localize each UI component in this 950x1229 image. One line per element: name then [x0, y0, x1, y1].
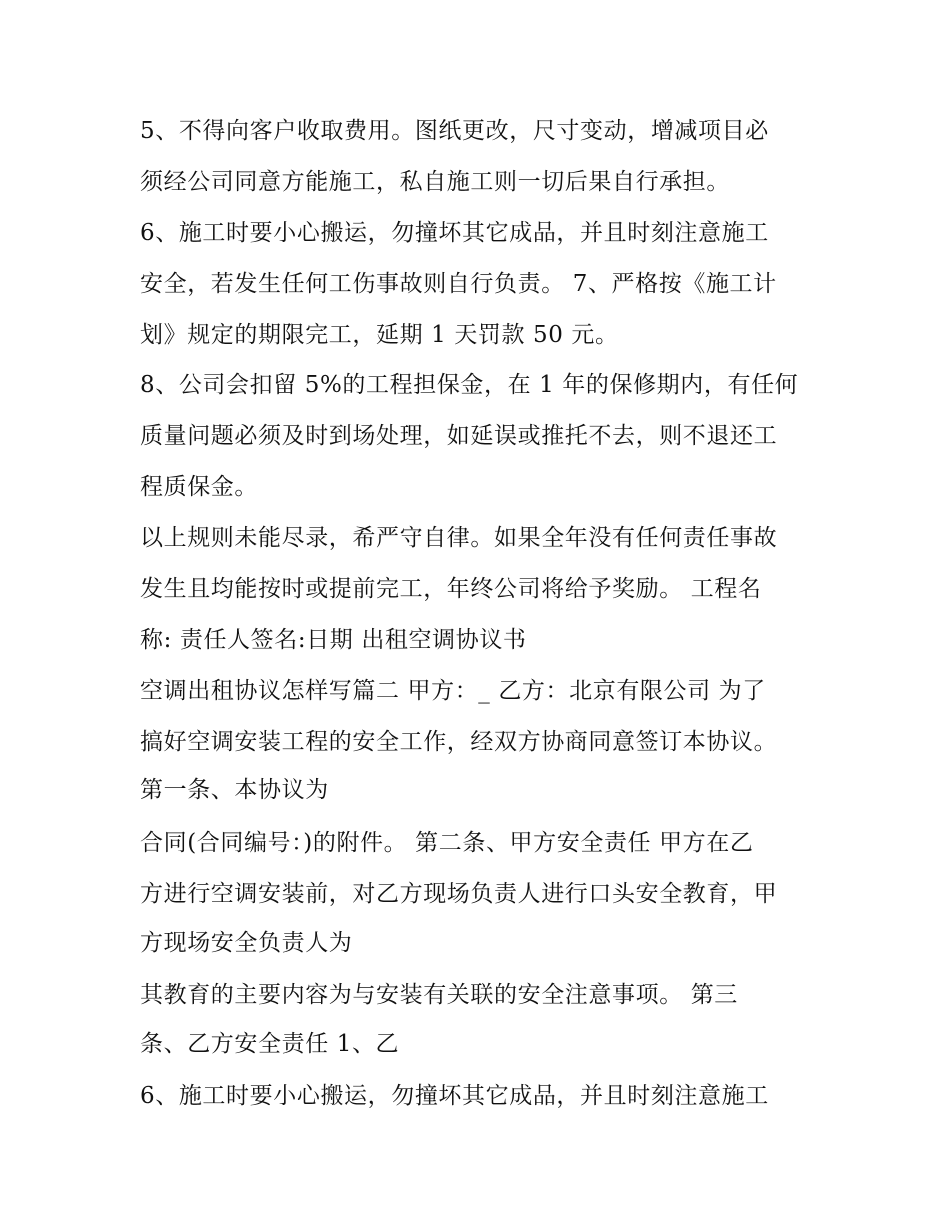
- text-line: 6、施工时要小心搬运，勿撞坏其它成品，并且时刻注意施工: [140, 1083, 769, 1109]
- text-line: 5、不得向客户收取费用。图纸更改，尺寸变动，增减项目必: [140, 118, 769, 144]
- text-line: 8、公司会扣留 5%的工程担保金，在 1 年的保修期内，有任何: [140, 372, 799, 398]
- text-line: 质量问题必须及时到场处理，如延误或推托不去，则不退还工: [140, 423, 778, 449]
- text-line: 以上规则未能尽录，希严守自律。如果全年没有任何责任事故: [140, 525, 778, 551]
- text-line: 划》规定的期限完工，延期 1 天罚款 50 元。: [140, 322, 619, 348]
- text-line: 6、施工时要小心搬运，勿撞坏其它成品，并且时刻注意施工: [140, 220, 769, 246]
- text-line: 搞好空调安装工程的安全工作，经双方协商同意签订本协议。: [140, 729, 778, 755]
- text-line: 程质保金。: [140, 474, 258, 500]
- text-line: 方进行空调安装前，对乙方现场负责人进行口头安全教育，甲: [140, 881, 778, 907]
- text-line: 方现场安全负责人为: [140, 930, 353, 956]
- text-line: 发生且均能按时或提前完工，年终公司将给予奖励。 工程名: [140, 576, 762, 602]
- text-line: 合同(合同编号：)的附件。 第二条、甲方安全责任 甲方在乙: [140, 830, 754, 856]
- text-line: 安全，若发生任何工伤事故则自行负责。 7、严格按《施工计: [140, 271, 777, 297]
- text-line: 其教育的主要内容为与安装有关联的安全注意事项。 第三: [140, 982, 738, 1008]
- text-line: 条、乙方安全责任 1、乙: [140, 1031, 400, 1057]
- text-line: 第一条、本协议为: [140, 777, 329, 803]
- text-line: 须经公司同意方能施工，私自施工则一切后果自行承担。: [140, 169, 730, 195]
- text-line: 空调出租协议怎样写篇二 甲方：_ 乙方：北京有限公司 为了: [140, 678, 766, 704]
- text-line: 称: 责任人签名:日期 出租空调协议书: [140, 627, 527, 653]
